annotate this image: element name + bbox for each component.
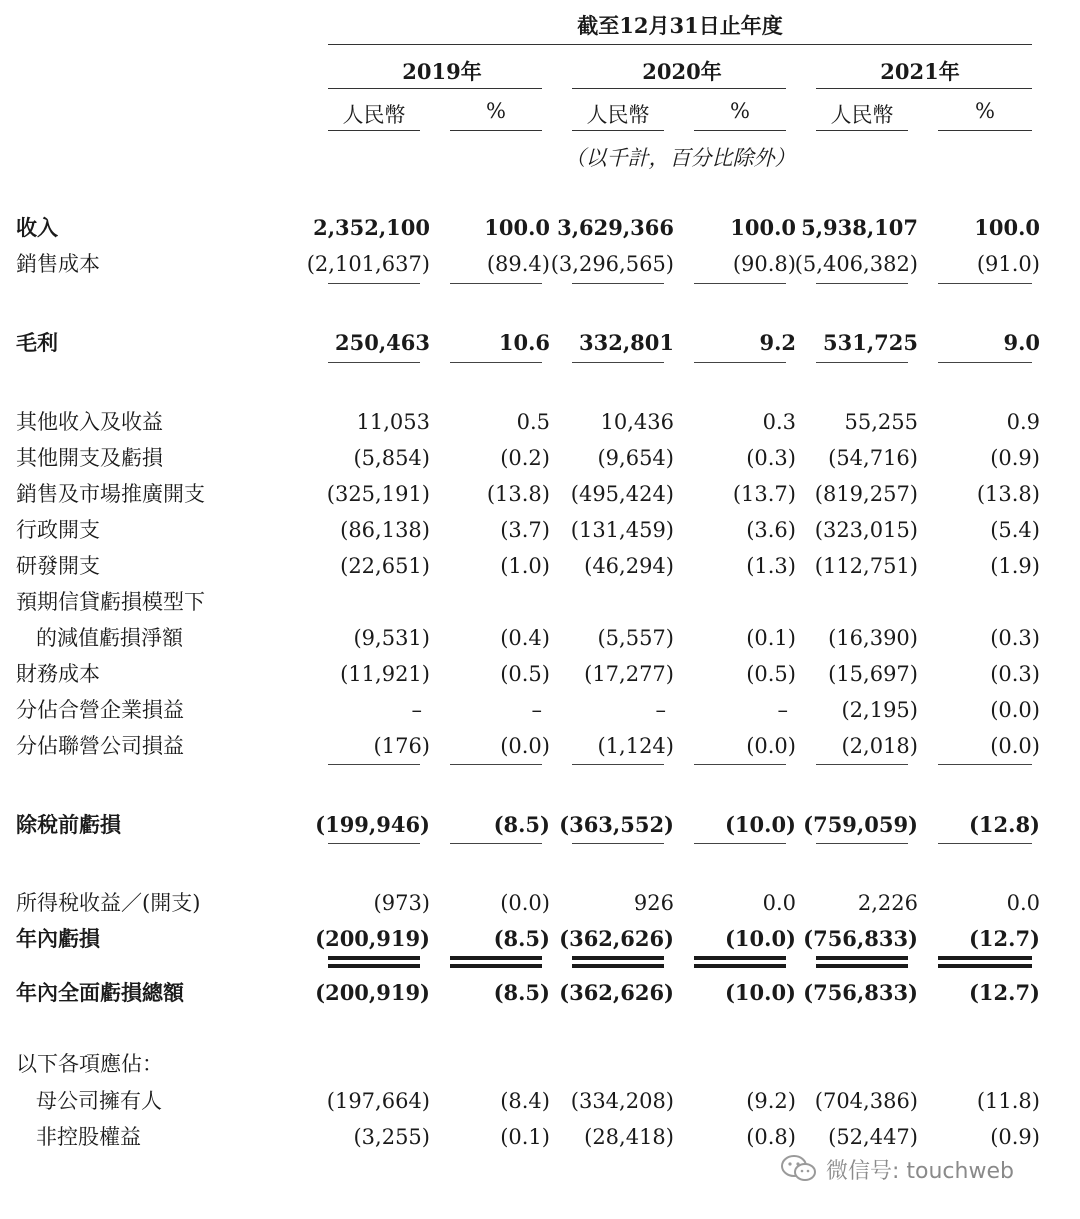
- cell-2019-rmb: (22,651): [340, 554, 430, 578]
- subtotal-rule: [328, 843, 420, 844]
- cell-2020-rmb: 10,436: [600, 410, 674, 434]
- row-label: 銷售成本: [16, 252, 100, 276]
- subtotal-rule: [450, 764, 542, 765]
- col-rule: [938, 130, 1032, 131]
- cell-2021-rmb: (819,257): [814, 482, 918, 506]
- cell-2020-rmb: 3,629,366: [557, 215, 674, 240]
- cell-2019-rmb: (200,919): [315, 926, 430, 951]
- cell-2019-pct: (3.7): [500, 518, 550, 542]
- year-rule: [816, 88, 1032, 89]
- cell-2021-pct: 100.0: [974, 215, 1040, 240]
- subtotal-rule: [938, 362, 1032, 363]
- cell-2019-rmb: (86,138): [340, 518, 430, 542]
- total-double-rule: [938, 964, 1032, 968]
- cell-2021-rmb: 5,938,107: [801, 215, 918, 240]
- cell-2021-rmb: (54,716): [828, 446, 918, 470]
- row-cost-of-sales: [0, 249, 1080, 279]
- cell-2019-rmb: (5,854): [353, 446, 430, 470]
- cell-2019-rmb: (9,531): [353, 626, 430, 650]
- cell-2019-rmb: –: [411, 698, 422, 722]
- subtotal-rule: [572, 843, 664, 844]
- row-label: 除稅前虧損: [16, 812, 121, 837]
- cell-2019-pct: (0.0): [500, 734, 550, 758]
- row-rnd-expenses: [0, 551, 1080, 581]
- col-rule: [328, 130, 420, 131]
- subtotal-rule: [694, 843, 786, 844]
- cell-2019-rmb: (973): [373, 891, 430, 915]
- units-note: （以千計，百分比除外）: [564, 146, 796, 170]
- row-label: 非控股權益: [36, 1125, 141, 1149]
- total-double-rule: [938, 956, 1032, 960]
- row-label: 其他開支及虧損: [16, 446, 163, 470]
- row-label: 毛利: [16, 330, 58, 355]
- cell-2021-rmb: (15,697): [828, 662, 918, 686]
- subtotal-rule: [694, 283, 786, 284]
- col-rule: [816, 130, 908, 131]
- total-double-rule: [694, 956, 786, 960]
- row-label: 銷售及市場推廣開支: [16, 482, 205, 506]
- cell-2020-rmb: (5,557): [597, 626, 674, 650]
- cell-2020-pct: (3.6): [746, 518, 796, 542]
- total-double-rule: [816, 956, 908, 960]
- cell-2021-pct: (0.0): [990, 698, 1040, 722]
- cell-2020-rmb: (9,654): [597, 446, 674, 470]
- subtotal-rule: [328, 283, 420, 284]
- cell-2020-pct: –: [777, 698, 788, 722]
- cell-2020-pct: (0.1): [746, 626, 796, 650]
- cell-2020-rmb: 332,801: [579, 330, 674, 355]
- row-label: 其他收入及收益: [16, 410, 163, 434]
- cell-2019-pct: (8.5): [493, 980, 550, 1005]
- row-income-tax: [0, 888, 1080, 918]
- subtotal-rule: [938, 843, 1032, 844]
- cell-2020-rmb: 926: [633, 891, 674, 915]
- subtotal-rule: [572, 283, 664, 284]
- subtotal-rule: [328, 764, 420, 765]
- cell-2021-pct: 0.0: [1006, 891, 1040, 915]
- cell-2019-pct: 0.5: [516, 410, 550, 434]
- row-label: 母公司擁有人: [36, 1089, 162, 1113]
- row-label: 收入: [16, 215, 58, 240]
- cell-2021-rmb: 55,255: [844, 410, 918, 434]
- rmb-col-header: 人民幣: [342, 103, 406, 127]
- row-label: 行政開支: [16, 518, 100, 542]
- cell-2019-rmb: (325,191): [326, 482, 430, 506]
- row-other-income: [0, 407, 1080, 437]
- row-admin-expenses: [0, 515, 1080, 545]
- cell-2020-rmb: (46,294): [584, 554, 674, 578]
- row-label: 以下各項應佔：: [16, 1052, 163, 1076]
- cell-2020-rmb: (362,626): [559, 980, 674, 1005]
- row-finance-costs: [0, 659, 1080, 689]
- cell-2019-pct: (0.0): [500, 891, 550, 915]
- subtotal-rule: [450, 362, 542, 363]
- cell-2019-rmb: (3,255): [353, 1125, 430, 1149]
- cell-2021-pct: (12.7): [968, 926, 1040, 951]
- row-label: 財務成本: [16, 662, 100, 686]
- cell-2021-pct: (0.3): [990, 662, 1040, 686]
- subtotal-rule: [572, 362, 664, 363]
- cell-2021-rmb: 531,725: [823, 330, 918, 355]
- subtotal-rule: [450, 843, 542, 844]
- total-double-rule: [816, 964, 908, 968]
- row-label: 年內虧損: [16, 926, 100, 951]
- cell-2021-pct: (11.8): [976, 1089, 1040, 1113]
- row-label: 預期信貸虧損模型下: [16, 590, 205, 614]
- cell-2019-rmb: (2,101,637): [306, 252, 430, 276]
- cell-2020-rmb: (362,626): [559, 926, 674, 951]
- cell-2020-pct: (13.7): [732, 482, 796, 506]
- row-impairment-net: [0, 623, 1080, 653]
- period-title: 截至12月31日止年度: [577, 13, 783, 38]
- cell-2020-rmb: (334,208): [570, 1089, 674, 1113]
- cell-2021-pct: (1.9): [990, 554, 1040, 578]
- cell-2020-rmb: –: [655, 698, 666, 722]
- cell-2019-pct: (8.5): [493, 812, 550, 837]
- cell-2019-pct: (0.2): [500, 446, 550, 470]
- cell-2019-pct: (89.4): [486, 252, 550, 276]
- row-label: 研發開支: [16, 554, 100, 578]
- subtotal-rule: [694, 362, 786, 363]
- wechat-icon: [780, 1153, 818, 1191]
- col-rule: [450, 130, 542, 131]
- total-double-rule: [572, 964, 664, 968]
- year-2019-header: 2019年: [402, 59, 482, 84]
- cell-2020-pct: (0.5): [746, 662, 796, 686]
- cell-2020-pct: (1.3): [746, 554, 796, 578]
- year-2021-header: 2021年: [880, 59, 960, 84]
- subtotal-rule: [938, 764, 1032, 765]
- cell-2019-pct: (1.0): [500, 554, 550, 578]
- cell-2021-rmb: (756,833): [803, 926, 918, 951]
- cell-2019-pct: (0.5): [500, 662, 550, 686]
- watermark: [780, 1153, 1014, 1191]
- row-gross-profit: [0, 328, 1080, 358]
- cell-2021-rmb: 2,226: [857, 891, 918, 915]
- cell-2019-pct: (0.4): [500, 626, 550, 650]
- cell-2019-pct: 100.0: [484, 215, 550, 240]
- row-share-jv: [0, 695, 1080, 725]
- pct-col-header: %: [730, 99, 750, 123]
- cell-2020-pct: (0.0): [746, 734, 796, 758]
- cell-2021-rmb: (2,195): [841, 698, 918, 722]
- cell-2020-rmb: (17,277): [584, 662, 674, 686]
- rmb-col-header: 人民幣: [830, 103, 894, 127]
- cell-2019-rmb: 2,352,100: [313, 215, 430, 240]
- row-selling-marketing: [0, 479, 1080, 509]
- cell-2020-pct: 0.0: [762, 891, 796, 915]
- cell-2021-pct: (5.4): [990, 518, 1040, 542]
- total-double-rule: [450, 956, 542, 960]
- cell-2019-pct: (8.5): [493, 926, 550, 951]
- row-attributable-heading: [0, 1049, 1080, 1079]
- subtotal-rule: [816, 764, 908, 765]
- cell-2020-rmb: (1,124): [597, 734, 674, 758]
- subtotal-rule: [572, 764, 664, 765]
- cell-2021-pct: 0.9: [1006, 410, 1040, 434]
- cell-2021-pct: (0.3): [990, 626, 1040, 650]
- row-loss-for-year: [0, 924, 1080, 954]
- cell-2020-pct: 0.3: [762, 410, 796, 434]
- pct-col-header: %: [975, 99, 995, 123]
- subtotal-rule: [816, 283, 908, 284]
- cell-2019-rmb: (200,919): [315, 980, 430, 1005]
- row-label: 分佔合營企業損益: [16, 698, 184, 722]
- subtotal-rule: [328, 362, 420, 363]
- cell-2021-pct: (12.8): [968, 812, 1040, 837]
- cell-2021-rmb: (5,406,382): [794, 252, 918, 276]
- row-label: 年內全面虧損總額: [16, 980, 184, 1005]
- subtotal-rule: [450, 283, 542, 284]
- cell-2020-rmb: (363,552): [559, 812, 674, 837]
- cell-2019-rmb: 250,463: [335, 330, 430, 355]
- cell-2019-pct: –: [531, 698, 542, 722]
- cell-2021-pct: (0.9): [990, 446, 1040, 470]
- cell-2020-pct: 100.0: [730, 215, 796, 240]
- cell-2020-rmb: (3,296,565): [550, 252, 674, 276]
- cell-2020-pct: (10.0): [724, 812, 796, 837]
- subtotal-rule: [816, 362, 908, 363]
- col-rule: [572, 130, 664, 131]
- cell-2019-rmb: 11,053: [356, 410, 430, 434]
- row-owners-of-parent: [0, 1086, 1080, 1116]
- rmb-col-header: 人民幣: [586, 103, 650, 127]
- year-rule: [572, 88, 786, 89]
- row-ecl-heading: [0, 587, 1080, 617]
- year-rule: [328, 88, 542, 89]
- cell-2021-rmb: (759,059): [803, 812, 918, 837]
- total-double-rule: [572, 956, 664, 960]
- cell-2021-pct: (0.9): [990, 1125, 1040, 1149]
- cell-2019-rmb: (11,921): [340, 662, 430, 686]
- cell-2020-pct: (10.0): [724, 980, 796, 1005]
- cell-2021-pct: 9.0: [1003, 330, 1040, 355]
- row-label: 的減值虧損淨額: [36, 626, 183, 650]
- cell-2021-pct: (91.0): [976, 252, 1040, 276]
- subtotal-rule: [694, 764, 786, 765]
- cell-2021-rmb: (704,386): [814, 1089, 918, 1113]
- total-double-rule: [328, 956, 420, 960]
- row-label: 分佔聯營公司損益: [16, 734, 184, 758]
- total-double-rule: [450, 964, 542, 968]
- row-label: 所得稅收益／(開支): [16, 891, 201, 915]
- cell-2020-rmb: (131,459): [570, 518, 674, 542]
- cell-2020-pct: (0.3): [746, 446, 796, 470]
- total-double-rule: [328, 964, 420, 968]
- cell-2020-rmb: (495,424): [570, 482, 674, 506]
- cell-2021-rmb: (112,751): [814, 554, 918, 578]
- year-2020-header: 2020年: [642, 59, 722, 84]
- cell-2019-pct: (0.1): [500, 1125, 550, 1149]
- cell-2021-rmb: (323,015): [814, 518, 918, 542]
- cell-2019-pct: 10.6: [498, 330, 550, 355]
- cell-2021-rmb: (16,390): [828, 626, 918, 650]
- cell-2019-pct: (8.4): [500, 1089, 550, 1113]
- cell-2019-rmb: (199,946): [315, 812, 430, 837]
- cell-2020-pct: (9.2): [746, 1089, 796, 1113]
- cell-2021-pct: (0.0): [990, 734, 1040, 758]
- row-share-associates: [0, 731, 1080, 761]
- pct-col-header: %: [486, 99, 506, 123]
- watermark-text: 微信号: touchweb: [826, 1159, 1014, 1184]
- subtotal-rule: [938, 283, 1032, 284]
- subtotal-rule: [816, 843, 908, 844]
- cell-2019-rmb: (197,664): [326, 1089, 430, 1113]
- cell-2021-pct: (13.8): [976, 482, 1040, 506]
- header-rule: [328, 44, 1032, 45]
- cell-2021-pct: (12.7): [968, 980, 1040, 1005]
- cell-2020-pct: (10.0): [724, 926, 796, 951]
- row-other-expenses: [0, 443, 1080, 473]
- cell-2020-pct: (90.8): [732, 252, 796, 276]
- row-total-comprehensive-loss: [0, 978, 1080, 1008]
- total-double-rule: [694, 964, 786, 968]
- cell-2021-rmb: (756,833): [803, 980, 918, 1005]
- cell-2019-pct: (13.8): [486, 482, 550, 506]
- cell-2020-rmb: (28,418): [584, 1125, 674, 1149]
- col-rule: [694, 130, 786, 131]
- cell-2020-pct: 9.2: [759, 330, 796, 355]
- row-revenue: [0, 213, 1080, 243]
- row-loss-before-tax: [0, 810, 1080, 840]
- cell-2019-rmb: (176): [373, 734, 430, 758]
- cell-2021-rmb: (52,447): [828, 1125, 918, 1149]
- row-non-controlling-interests: [0, 1122, 1080, 1152]
- cell-2021-rmb: (2,018): [841, 734, 918, 758]
- cell-2020-pct: (0.8): [746, 1125, 796, 1149]
